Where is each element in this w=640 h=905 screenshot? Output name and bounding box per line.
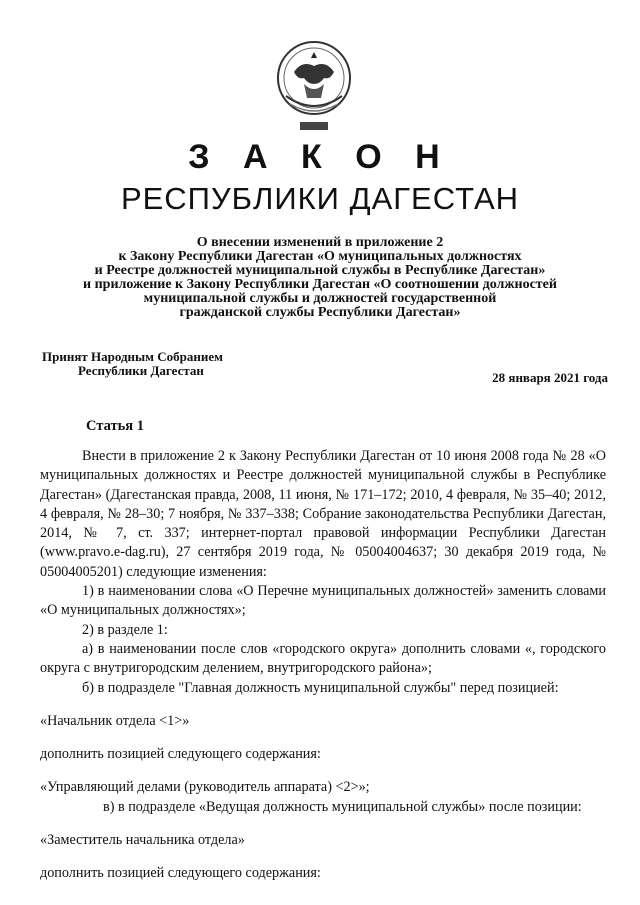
law-title-line: к Закону Республики Дагестан «О муниципальных должностях — [118, 249, 522, 264]
coat-of-arms-emblem-icon — [270, 38, 358, 134]
document-title: З А К О Н — [188, 138, 452, 176]
paragraph: в) в подразделе «Ведущая должность муниципальной службы» после позиции: — [103, 798, 582, 815]
adoption-date: 28 января 2021 года — [492, 370, 608, 385]
paragraph: 2) в разделе 1: — [82, 621, 168, 638]
law-title-line: О внесении изменений в приложение 2 — [196, 235, 444, 250]
paragraph: б) в подразделе "Главная должность муниципальной службы" перед позицией: — [82, 679, 559, 696]
adopted-by-line: Принят Народным Собранием — [42, 349, 224, 364]
position-quote: «Управляющий делами (руководитель аппарата) <2>»; — [40, 779, 370, 796]
position-quote: «Начальник отдела <1>» — [40, 712, 190, 729]
article-heading: Статья 1 — [86, 418, 144, 434]
law-title-line: гражданской службы Республики Дагестан» — [179, 305, 461, 320]
adopted-by — [42, 350, 223, 378]
adopted-by-line: Республики Дагестан — [78, 363, 204, 378]
position-quote: «Заместитель начальника отдела» — [40, 832, 245, 849]
paragraph: дополнить позицией следующего содержания: — [40, 746, 321, 763]
paragraph: Внести в приложение 2 к Закону Республики Дагестан от 10 июня 2008 года № 28 «О муниципальных должностях и Реестре должностей муниципальной службы в Республике Дагестан» (Дагестанская правда, 2008, 11 июня, № 171–172; 2010, 4 февраля, № 35–40; 2012, 4 февраля, № 28–30; 7 ноября, № 337–338; Собрание законодательства Республики Дагестан, 2014, № 7, ст. 337; интернет-портал правовой информации Республики Дагестан (www.pravo.e-dag.ru), 27 сентября 2019 года, № 05004004637; 30 декабря 2019 года, № 05004005201) следующие изменения: — [40, 448, 606, 580]
paragraph: а) в наименовании после слов «городского округа» дополнить словами «, городского округа с внутригородским делением, внутригородского района»; — [40, 640, 606, 677]
paragraph: дополнить позицией следующего содержания: — [40, 865, 321, 882]
law-title-line: муниципальной службы и должностей государственной — [143, 291, 497, 306]
law-title-line: и приложение к Закону Республики Дагестан «О соотношении должностей — [83, 277, 557, 292]
article-body — [40, 447, 606, 884]
law-title — [40, 236, 600, 320]
document-subtitle: РЕСПУБЛИКИ ДАГЕСТАН — [120, 181, 520, 216]
paragraph: 1) в наименовании слова «О Перечне муниципальных должностей» заменить словами «О муниципальных должностях»; — [40, 583, 606, 619]
law-title-line: и Реестре должностей муниципальной службы в Республике Дагестан» — [94, 263, 546, 278]
